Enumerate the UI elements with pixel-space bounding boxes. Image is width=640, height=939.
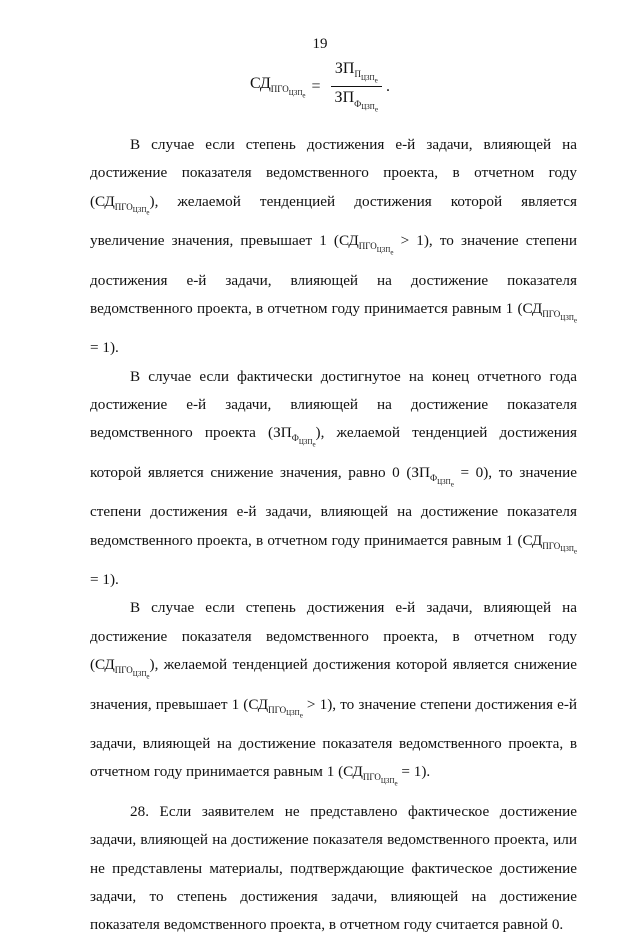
paragraph-2: В случае если фактически достигнутое на конец отчетного года достижение е-й задачи, влияющей на достижение показателя ведомственного проекта $(ЗП_{Ф_{ЦЗП_е}})$, желаемой тенденцией достижения которой является снижение значения, равно 0 $(ЗП_{Ф_{ЦЗП_е}} = 0)$, то значение степени достижения е-й задачи, влияющей на достижение показателя ведомственного проекта, в отчетном году принимается равным 1 $(СД_{ПГО_{ЦЗП_е}} = 1)$. [90,367,577,589]
paragraph-3: В случае если степень достижения е-й задачи, влияющей на достижение показателя ведомственного проекта, в отчетном году $(СД_{ПГО_{ЦЗП_е}})$, желаемой тенденцией достижения которой является снижение значения, превышает 1 $(СД_{ПГО_{ЦЗП_е}} > 1)$, то значение степени достижения е-й задачи, влияющей на достижение показателя ведомственного проекта, в отчетном году принимается равным 1 $(СД_{ПГО_{ЦЗП_е}} = 1)$. [90,599,578,788]
formula-numerator: $ЗП_{П_{ЦЗП_е}}$ [331,60,382,87]
formula-fraction [331,60,382,114]
formula-lhs: $СД_{ПГО_{ЦЗП_е}}$ [250,74,306,100]
page-number: 19 [312,36,328,52]
body-text [90,131,577,939]
paragraph-4: 28. Если заявителем не представлено фактическое достижение задачи, влияющей на достижение показателя ведомственного проекта, или не представлены материалы, подтверждающие фактическое достижение задачи, то степень достижения задачи, влияющей на достижение показателя ведомственного проекта, в отчетном году считается равной 0. [90,802,577,934]
formula [0,60,640,114]
formula-period: . [385,77,390,95]
paragraph-1: В случае если степень достижения е-й задачи, влияющей на достижение показателя ведомственного проекта, в отчетном году $(СД_{ПГО_{ЦЗП_е}})$, желаемой тенденцией достижения которой является увеличение значения, превышает 1 $(СД_{ПГО_{ЦЗП_е}} > 1)$, то значение степени достижения е-й задачи, влияющей на достижение показателя ведомственного проекта, в отчетном году принимается равным 1 $(СД_{ПГО_{ЦЗП_е}} = 1)$. [90,136,577,357]
formula-denominator: $ЗП_{Ф_{ЦЗП_е}}$ [334,89,378,114]
formula-equals: = [311,77,321,95]
